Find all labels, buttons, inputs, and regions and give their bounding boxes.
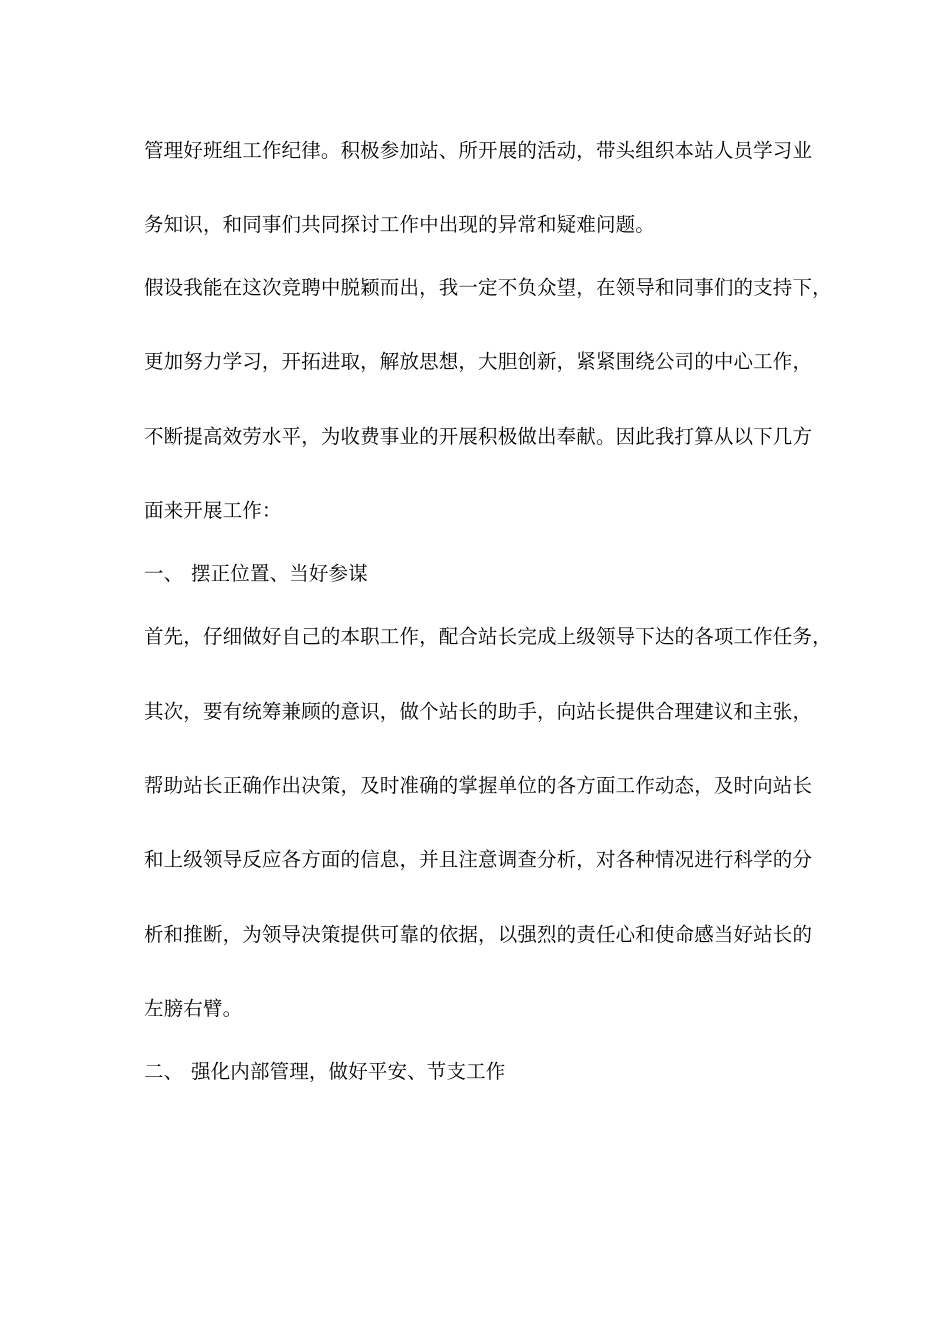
paragraph-line: 左膀右臂。	[144, 997, 243, 1020]
paragraph-line: 析和推断，为领导决策提供可靠的依据，以强烈的责任心和使命感当好站长的	[144, 923, 813, 946]
section-title: 摆正位置、当好参谋	[191, 562, 368, 585]
paragraph-line: 管理好班组工作纪律。积极参加站、所开展的活动，带头组织本站人员学习业	[144, 139, 813, 162]
paragraph-line: 和上级领导反应各方面的信息，并且注意调查分析，对各种情况进行科学的分	[144, 848, 813, 871]
paragraph-line: 其次，要有统筹兼顾的意识，做个站长的助手，向站长提供合理建议和主张，	[144, 700, 813, 723]
paragraph-line: 更加努力学习，开拓进取，解放思想，大胆创新，紧紧围绕公司的中心工作，	[144, 350, 813, 373]
section-number: 二、	[144, 1060, 184, 1083]
paragraph-line: 首先，仔细做好自己的本职工作，配合站长完成上级领导下达的各项工作任务，	[144, 625, 832, 648]
paragraph-line: 假设我能在这次竞聘中脱颖而出，我一定不负众望，在领导和同事们的支持下，	[144, 276, 832, 299]
section-heading-2	[144, 1060, 505, 1084]
paragraph-line: 帮助站长正确作出决策，及时准确的掌握单位的各方面工作动态，及时向站长	[144, 774, 813, 797]
paragraph-line: 不断提高效劳水平，为收费事业的开展积极做出奉献。因此我打算从以下几方	[144, 425, 813, 448]
paragraph-line: 面来开展工作：	[144, 499, 282, 522]
paragraph-line: 务知识，和同事们共同探讨工作中出现的异常和疑难问题。	[144, 213, 655, 236]
section-number: 一、	[144, 562, 184, 585]
section-heading-1	[144, 562, 368, 586]
section-title: 强化内部管理，做好平安、节支工作	[191, 1060, 506, 1083]
